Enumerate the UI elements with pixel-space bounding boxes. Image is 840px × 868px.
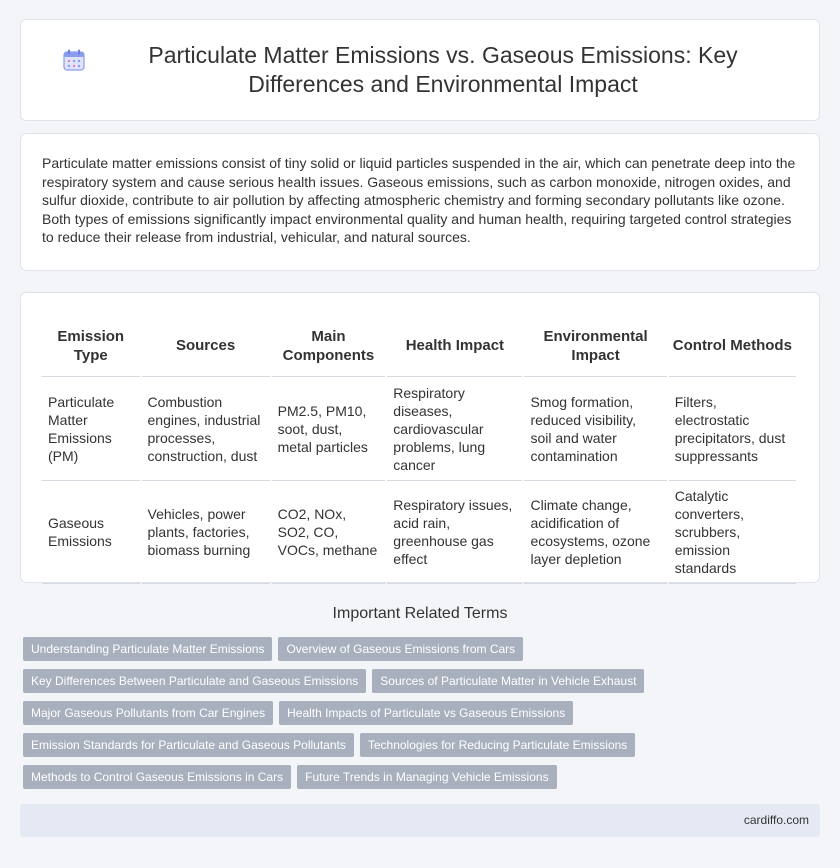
table-cell: Smog formation, reduced visibility, soil and water contamination [524, 377, 666, 481]
intro-card [20, 133, 820, 271]
column-header: Main Components [272, 315, 386, 377]
table-cell: Catalytic converters, scrubbers, emission standards [669, 481, 796, 584]
related-term-tag[interactable]: Health Impacts of Particulate vs Gaseous Emissions [279, 701, 573, 725]
related-terms-list [23, 637, 813, 797]
column-header: Sources [142, 315, 270, 377]
title-wrap [21, 41, 819, 99]
related-term-tag[interactable]: Overview of Gaseous Emissions from Cars [278, 637, 523, 661]
calendar-icon [61, 47, 87, 73]
table-cell: Vehicles, power plants, factories, biomass burning [142, 481, 270, 584]
table-cell: Respiratory diseases, cardiovascular problems, lung cancer [387, 377, 522, 481]
related-term-tag[interactable]: Key Differences Between Particulate and Gaseous Emissions [23, 669, 366, 693]
tag-row [23, 765, 813, 789]
table-cell: Combustion engines, industrial processes, construction, dust [142, 377, 270, 481]
column-header: Control Methods [669, 315, 796, 377]
column-header: Emission Type [42, 315, 140, 377]
related-term-tag[interactable]: Sources of Particulate Matter in Vehicle Exhaust [372, 669, 644, 693]
related-terms-heading: Important Related Terms [332, 605, 508, 622]
table-cell: Gaseous Emissions [42, 481, 140, 584]
table-cell: Respiratory issues, acid rain, greenhouse gas effect [387, 481, 522, 584]
tag-row [23, 637, 813, 661]
page-title: Particulate Matter Emissions vs. Gaseous Emissions: Key Differences and Environmental Impact [148, 42, 738, 97]
table-cell: CO2, NOx, SO2, CO, VOCs, methane [272, 481, 386, 584]
table-cell: Climate change, acidification of ecosystems, ozone layer depletion [524, 481, 666, 584]
column-header: Health Impact [387, 315, 522, 377]
column-header: Environmental Impact [524, 315, 666, 377]
tag-row [23, 701, 813, 725]
table-header-row [42, 315, 796, 377]
table-cell: Particulate Matter Emissions (PM) [42, 377, 140, 481]
footer [20, 804, 820, 837]
table-row [42, 481, 796, 584]
tag-row [23, 669, 813, 693]
table-cell: PM2.5, PM10, soot, dust, metal particles [272, 377, 386, 481]
related-term-tag[interactable]: Emission Standards for Particulate and Gaseous Pollutants [23, 733, 354, 757]
intro-paragraph: Particulate matter emissions consist of tiny solid or liquid particles suspended in the air, which can penetrate deep into the respiratory system and cause serious health issues. Gaseous emissions, such as carbon monoxide, nitrogen oxides, and sulfur dioxide, contribute to air pollution by affecting atmospheric chemistry and forming secondary pollutants like ozone. Both types of emissions significantly impact environmental quality and human health, requiring targeted control strategies to reduce their release from industrial, vehicular, and natural sources. [42, 155, 796, 246]
comparison-table-card [20, 292, 820, 583]
comparison-table [40, 315, 798, 584]
header-card [20, 19, 820, 121]
related-term-tag[interactable]: Major Gaseous Pollutants from Car Engines [23, 701, 273, 725]
footer-site-link[interactable]: cardiffo.com [743, 813, 809, 827]
tag-row [23, 733, 813, 757]
related-term-tag[interactable]: Methods to Control Gaseous Emissions in Cars [23, 765, 291, 789]
table-row [42, 377, 796, 481]
table-cell: Filters, electrostatic precipitators, dust suppressants [669, 377, 796, 481]
related-term-tag[interactable]: Understanding Particulate Matter Emissions [23, 637, 272, 661]
related-term-tag[interactable]: Technologies for Reducing Particulate Emissions [360, 733, 635, 757]
related-term-tag[interactable]: Future Trends in Managing Vehicle Emissions [297, 765, 556, 789]
